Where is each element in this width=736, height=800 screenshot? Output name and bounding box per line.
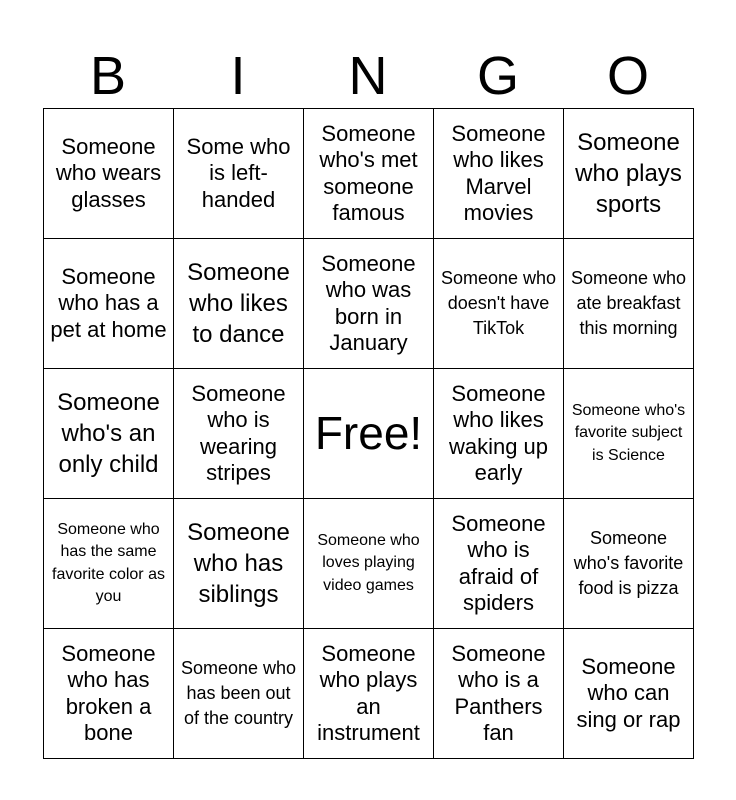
bingo-cell: Someone who likes waking up early [434,369,564,499]
bingo-cell: Someone who can sing or rap [564,629,694,759]
board-row-5 [44,629,694,759]
bingo-cell: Someone who has broken a bone [44,629,174,759]
bingo-cell: Someone who has a pet at home [44,239,174,369]
board-row-4 [44,499,694,629]
bingo-header [43,44,693,108]
bingo-cell: Someone who doesn't have TikTok [434,239,564,369]
bingo-cell: Someone who is wearing stripes [174,369,304,499]
bingo-cell: Someone who has been out of the country [174,629,304,759]
bingo-cell: Someone who loves playing video games [304,499,434,629]
header-letter-n: N [348,46,388,106]
bingo-cell: Someone who wears glasses [44,109,174,239]
bingo-cell: Someone who ate breakfast this morning [564,239,694,369]
bingo-cell: Someone who likes to dance [174,239,304,369]
bingo-cell: Someone who is afraid of spiders [434,499,564,629]
bingo-cell: Someone who's an only child [44,369,174,499]
bingo-board [43,108,694,759]
bingo-cell: Someone who's favorite subject is Science [564,369,694,499]
header-letter-i: I [230,46,246,106]
bingo-cell: Someone who plays sports [564,109,694,239]
header-letter-b: B [89,46,127,106]
header-letter-g: G [476,46,519,106]
bingo-cell: Someone who is a Panthers fan [434,629,564,759]
board-row-3 [44,369,694,499]
board-row-1 [44,109,694,239]
header-letter-o: O [606,46,649,106]
bingo-cell: Someone who was born in January [304,239,434,369]
bingo-cell: Some who is left-handed [174,109,304,239]
bingo-cell: Someone who has the same favorite color as you [44,499,174,629]
bingo-cell: Someone who likes Marvel movies [434,109,564,239]
bingo-cell: Someone who's met someone famous [304,109,434,239]
bingo-cell: Someone who's favorite food is pizza [564,499,694,629]
board-row-2 [44,239,694,369]
bingo-cell: Someone who has siblings [174,499,304,629]
free-space-cell: Free! [304,369,434,499]
bingo-cell: Someone who plays an instrument [304,629,434,759]
